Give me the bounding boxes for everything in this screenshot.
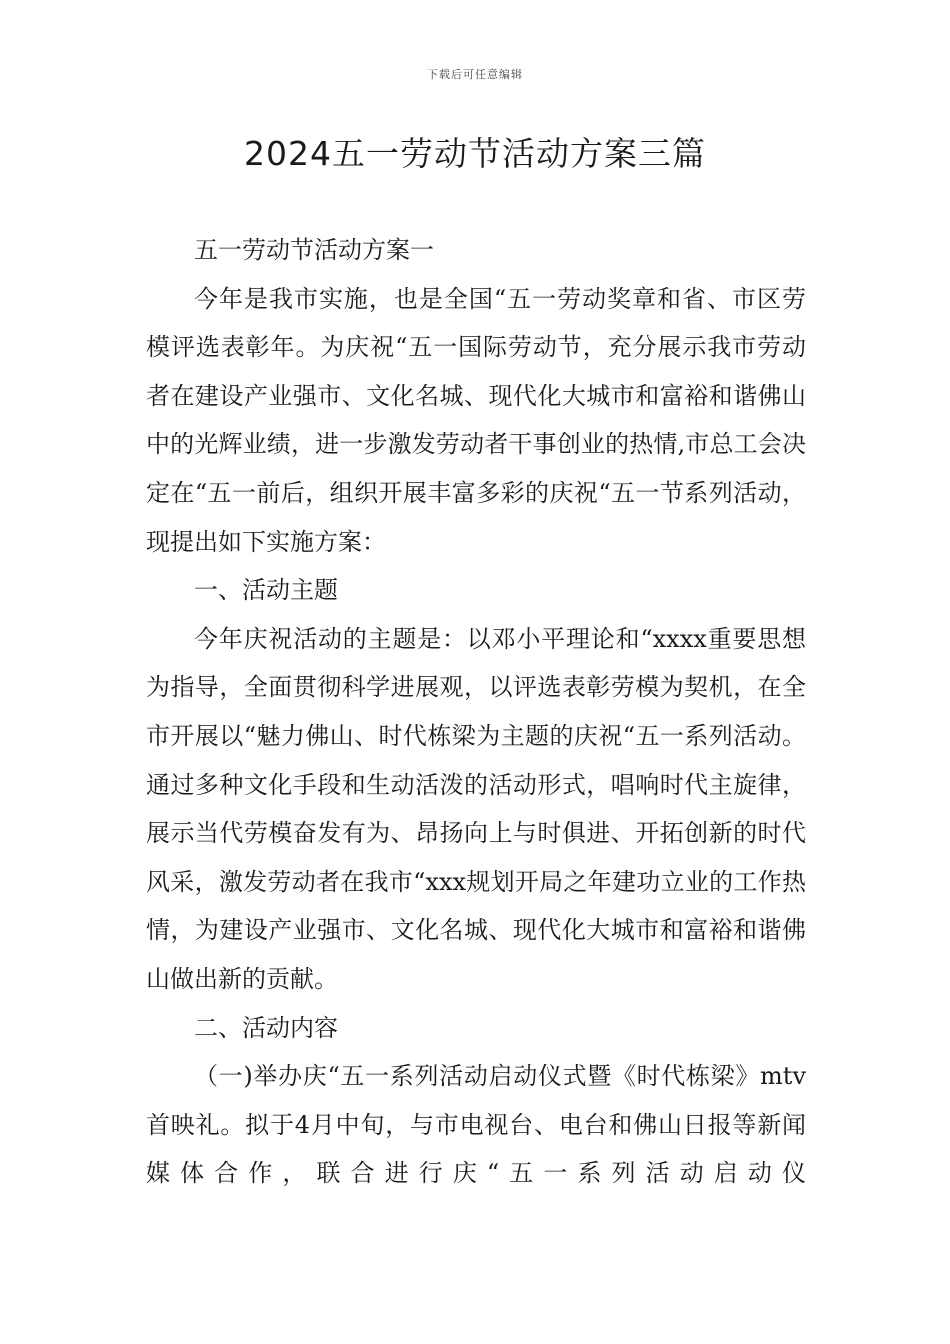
document-title: 2024五一劳动节活动方案三篇 bbox=[244, 134, 706, 173]
heading-activity-theme: 一、活动主题 bbox=[194, 576, 338, 605]
document-body bbox=[146, 226, 806, 1198]
section-heading: 五一劳动节活动方案一 bbox=[194, 236, 434, 264]
header-note: 下载后可任意编辑 bbox=[427, 68, 523, 81]
content-paragraph: （一)举办庆“五一系列活动启动仪式暨《时代栋梁》mtv首映礼。拟于4月中旬，与市电视台、电台和佛山日报等新闻媒体合作，联合进行庆“五一系列活动启动仪 bbox=[146, 1062, 806, 1188]
intro-paragraph: 今年是我市实施，也是全国“五一劳动奖章和省、市区劳模评选表彰年。为庆祝“五一国际劳动节，充分展示我市劳动者在建设产业强市、文化名城、现代化大城市和富裕和谐佛山中的光辉业绩，进一步激发劳动者干事创业的热情,市总工会决定在“五一前后，组织开展丰富多彩的庆祝“五一节系列活动，现提出如下实施方案： bbox=[146, 284, 806, 556]
heading-activity-content: 二、活动内容 bbox=[194, 1013, 338, 1042]
theme-paragraph: 今年庆祝活动的主题是：以邓小平理论和“xxxx重要思想为指导，全面贯彻科学进展观，以评选表彰劳模为契机，在全市开展以“魅力佛山、时代栋梁为主题的庆祝“五一系列活动。通过多种文化手段和生动活泼的活动形式，唱响时代主旋律，展示当代劳模奋发有为、昂扬向上与时俱进、开拓创新的时代风采，激发劳动者在我市“xxx规划开局之年建功立业的工作热情，为建设产业强市、文化名城、现代化大城市和富裕和谐佛山做出新的贡献。 bbox=[146, 624, 806, 993]
